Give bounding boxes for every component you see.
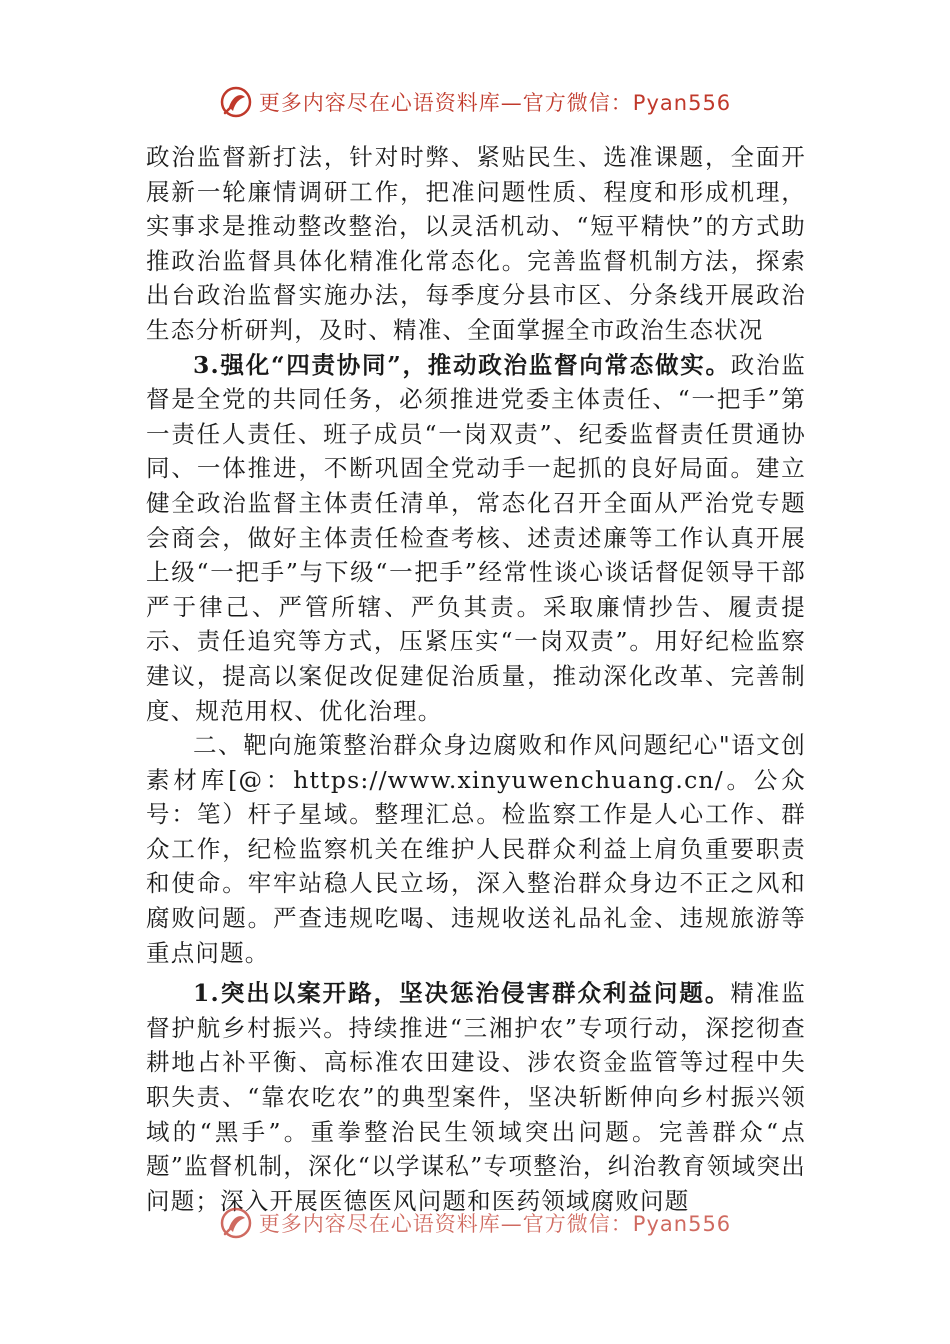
paragraph-text: 精准监督护航乡村振兴。持续推进“三湘护农”专项行动，深挖彻查耕地占补平衡、高标准农田建设、涉农资金监管等过程中失职失责、“靠农吃农”的典型案件，坚决斩断伸向乡村振兴领域的“黑手”。重拳整治民生领域突出问题。完善群众“点题”监督机制，深化“以学谋私”专项整治，纠治教育领域突出问题；深入开展医德医风问题和医药领域腐败问题 — [146, 979, 806, 1215]
section-heading: 1.突出以案开路，坚决惩治侵害群众利益问题。 — [193, 979, 731, 1008]
watermark-text: 更多内容尽在心语资料库—官方微信：Pyan556 — [258, 91, 732, 115]
paragraph-four-responsibilities — [146, 348, 806, 729]
paragraph-section-two: 二、靶向施策整治群众身边腐败和作风问题纪心"语文创素材库[@：https://www.xinyuwenchuang.cn/。公众号：笔）杆子星域。整理汇总。检监察工作是人心工作、群众工作，纪检监察机关在维护人民群众利益上肩负重要职责和使命。牢牢站稳人民立场，深入整治群众身边不正之风和腐败问题。严查违规吃喝、违规收送礼品礼金、违规旅游等重点问题。 — [146, 731, 806, 967]
paragraph-political-supervision: 政治监督新打法，针对时弊、紧贴民生、选准课题，全面开展新一轮廉情调研工作，把准问题性质、程度和形成机理，实事求是推动整改整治，以灵活机动、“短平精快”的方式助推政治监督具体化精准化常态化。完善监督机制方法，探索出台政治监督实施办法，每季度分县市区、分条线开展政治生态分析研判，及时、精准、全面掌握全市政治生态状况 — [146, 143, 806, 344]
watermark-header — [0, 82, 950, 122]
watermark-text: 更多内容尽在心语资料库—官方微信：Pyan556 — [258, 1212, 732, 1236]
paragraph-case-punishment — [146, 976, 806, 1218]
section-heading: 3.强化“四责协同”，推动政治监督向常态做实。 — [193, 350, 731, 379]
logo-icon — [219, 1206, 253, 1240]
document-body — [146, 140, 806, 1218]
watermark-footer — [0, 1203, 950, 1243]
paragraph-text: 政治监督是全党的共同任务，必须推进党委主体责任、“一把手”第一责任人责任、班子成员“一岗双责”、纪委监督责任贯通协同、一体推进，不断巩固全党动手一起抓的良好局面。建立健全政治监督主体责任清单，常态化召开全面从严治党专题会商会，做好主体责任检查考核、述责述廉等工作认真开展上级“一把手”与下级“一把手”经常性谈心谈话督促领导干部严于律己、严管所辖、严负其责。采取廉情抄告、履责提示、责任追究等方式，压紧压实“一岗双责”。用好纪检监察建议，提高以案促改促建促治质量，推动深化改革、完善制度、规范用权、优化治理。 — [146, 350, 806, 725]
logo-icon — [219, 85, 253, 119]
